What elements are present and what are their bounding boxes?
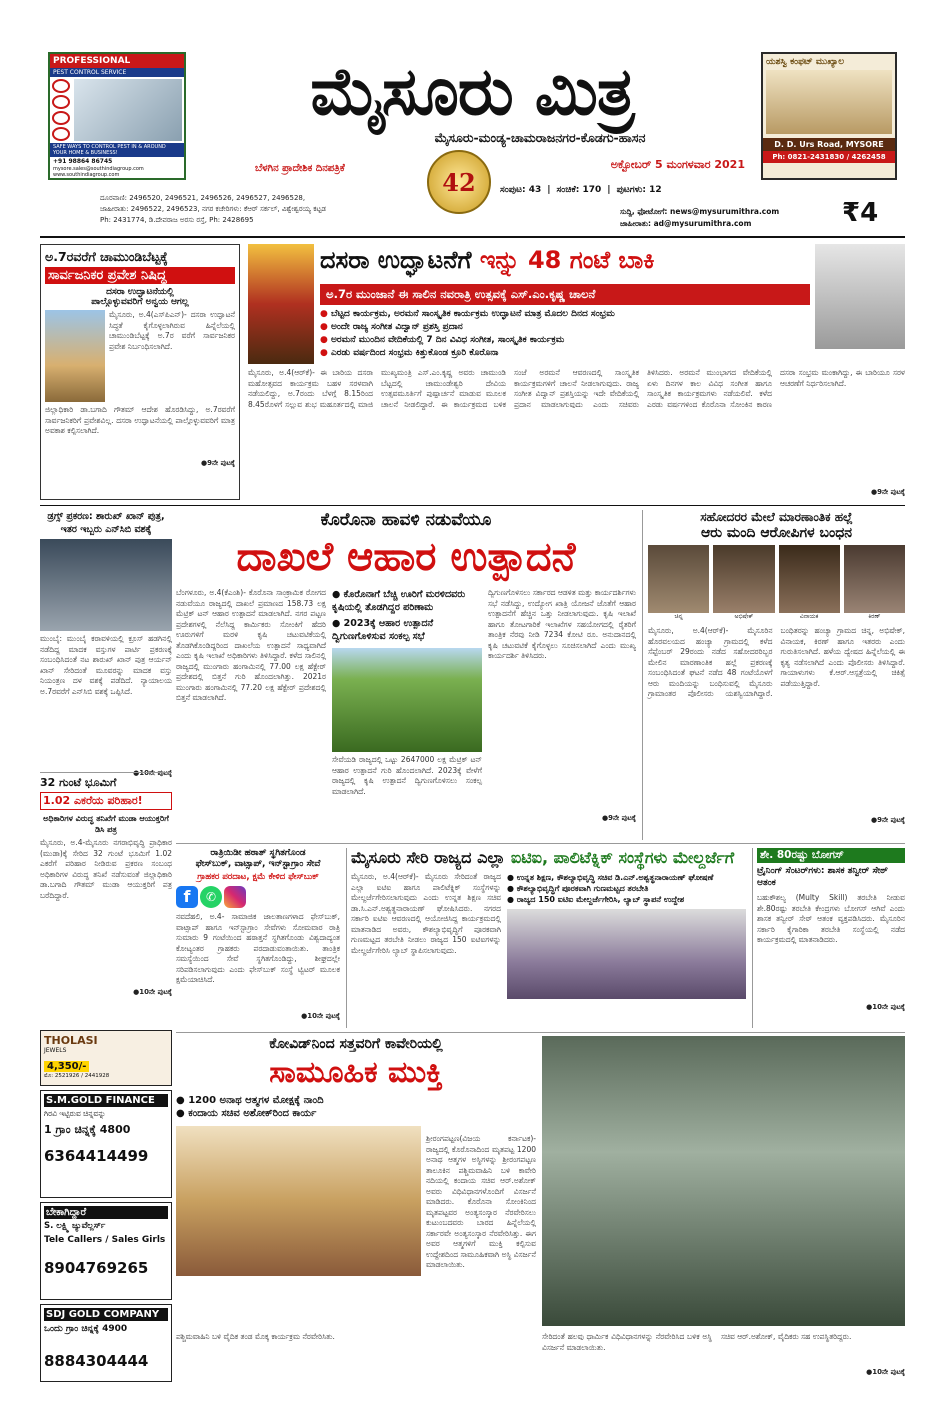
whatsapp-icon: ✆ [200,886,222,908]
cauvery-headline: ಸಾಮೂಹಿಕ ಮುಕ್ತಿ [269,1055,443,1090]
cauvery-caption-left: ಪಶ್ಚಿಮವಾಹಿನಿ ಬಳಿ ವೈದಿಕ ತಂಡ ಮೊಕ್ಕ ಕಾರ್ಯಕ್ರಮ ನೆರವೇರಿಸಿತು. [176,1332,335,1341]
no-pest-icon [52,79,70,93]
anniversary-number: 42 [442,167,476,197]
social-story [176,848,340,1028]
accused-photo-2 [713,545,774,613]
corona-kicker: ಕೊರೊನಾ ಹಾವಳಿ ನಡುವೆಯೂ [320,510,492,530]
cauvery-river-photo [542,1036,905,1326]
chamundeshwari-idol-image [248,244,314,364]
chamundi-body-top: ಮೈಸೂರು, ಅ.4(ಎಸ್‌ಪಿಎನ್)- ದಸರಾ ಉದ್ಘಾಟನೆ ಸಿದ್ಧತೆ ಕೈಗೊಳ್ಳಲಾಗಿರುವ ಹಿನ್ನೆಲೆಯಲ್ಲಿ ಚಾಮುಂಡಿಬೆಟ್ಟಕ್ಕೆ ಅ.7ರ ವರೆಗೆ ಸಾರ್ವಜನಿಕರ ಪ್ರವೇಶ ನಿರ್ಬಂಧಿಸಲಾಗಿದೆ. [109,310,235,351]
accused-photo-4 [844,545,905,613]
masthead-title: ಮೈಸೂರು ಮಿತ್ರ [310,52,634,130]
contact-line-1: ದೂರವಾಣಿ: 2496520, 2496521, 2496526, 2496527, 2496528, [100,194,306,202]
sm-gold-phone: 6364414499 [44,1147,149,1165]
left-ad-subtitle: PEST CONTROL SERVICE [50,68,184,77]
iti-headline-a: ಮೈಸೂರು ಸೇರಿ ರಾಜ್ಯದ ಎಲ್ಲಾ [351,848,511,867]
ritual-photo [176,1126,421,1276]
corona-body-left: ಬೆಂಗಳೂರು, ಅ.4(ಕೆಎಂಶಿ)- ಕೊರೊನಾ ಸಾಂಕ್ರಾಮಿಕ ರೋಗದ ನಡುವೆಯೂ ರಾಜ್ಯದಲ್ಲಿ ದಾಖಲೆ ಪ್ರಮಾಣದ 158.73 ಲಕ್ಷ ಮೆಟ್ರಿಕ್ ಟನ್ ಆಹಾರ ಉತ್ಪಾದನೆ ಮಾಡಲಾಗಿದೆ. ನಗರ ಪಟ್ಟಣ ಪ್ರದೇಶಗಳಲ್ಲಿ ನೆಲೆಸಿದ್ದ ಕಾರ್ಮಿಕರು ಸೋಂಕಿಗೆ ಹೆದರಿ ಊರುಗಳಿಗೆ ಮರಳಿ ಕೃಷಿ ಚಟುವಟಿಕೆಯಲ್ಲಿ ತೊಡಗಿಕೊಂಡಿದ್ದರಿಂದ ದಾಖಲೆಯ ಉತ್ಪಾದನೆ ಸಾಧ್ಯವಾಗಿದೆ ಎಂದು ಕೃಷಿ ಇಲಾಖೆ ಅಧಿಕಾರಿಗಳು ತಿಳಿಸಿದ್ದಾರೆ. ಕಳೆದ ಸಾಲಿನಲ್ಲಿ ರಾಜ್ಯದಲ್ಲಿ ಮುಂಗಾರು ಹಂಗಾಮಿನಲ್ಲಿ 77.00 ಲಕ್ಷ ಹೆಕ್ಟೇರ್ ಪ್ರದೇಶದಲ್ಲಿ ಬಿತ್ತನೆ ಗುರಿ ಹೊಂದಲಾಗಿತ್ತು. 2021ರ ಮುಂಗಾರು ಹಂಗಾಮಿನಲ್ಲಿ 77.20 ಲಕ್ಷ ಹೆಕ್ಟೇರ್ ಪ್ರದೇಶದಲ್ಲಿ ಬಿತ್ತನೆ ಮಾಡಲಾಗಿದೆ. [176,588,326,702]
ad-email[interactable]: ಜಾಹೀರಾತು: ad@mysurumithra.com [620,219,752,228]
dasara-headline-b: ಇನ್ನು 48 ಗಂಟೆ ಬಾಕಿ [479,246,655,274]
sm-gold-sub: ಗಿರವಿ ಇಟ್ಟಿರುವ ಚಿನ್ನವನ್ನು [44,1109,106,1118]
masthead-subtitle: ಮೈಸೂರು-ಮಂಡ್ಯ-ಚಾಮರಾಜನಗರ-ಕೊಡಗು-ಹಾಸನ [434,130,646,145]
sdj-gold-ad[interactable] [40,1304,172,1382]
land-byline[interactable]: ●10ನೇ ಪುಟಕ್ಕೆ [133,988,172,996]
left-ad-body: SAFE WAYS TO CONTROL PEST IN & AROUND YOUR HOME & BUSINESS! [50,143,184,157]
left-ad-phone: +91 98864 86745 [53,158,113,165]
accused-photo-1 [648,545,709,613]
hotel-building-image [766,70,892,134]
right-ad-address: D. D. Urs Road, MYSORE [763,138,895,151]
social-icons [176,886,246,908]
chamundi-sub2: ಪಾಲ್ಗೊಳ್ಳುವವರಿಗೆ ಅನ್ವಯ ಆಗಲ್ಲ [91,297,189,307]
tholasi-name: THOLASI [44,1034,98,1047]
dasara-bullet-1: ● ಬೆಟ್ಟದ ಕಾರ್ಯಕ್ರಮ, ಅರಮನೆ ಸಾಂಸ್ಕೃತಿಕ ಕಾರ್ಯಕ್ರಮ ಉದ್ಘಾಟನೆ ಮಾತ್ರ ಮೊದಲ ದಿನದ ಸಂಭ್ರಮ [320,308,810,321]
masthead-tagline: ಬೆಳಗಿನ ಪ್ರಾದೇಶಿಕ ದಿನಪತ್ರಿಕೆ [255,163,345,174]
iti-bullet-2: ● ಕೌಶಲ್ಯಾಭಿವೃದ್ಧಿಗೆ ಪೂರಕವಾಗಿ ಗುಣಮಟ್ಟದ ತರಬೇತಿ [507,883,746,894]
contact-line-2: ಜಾಹೀರಾತು: 2496522, 2496523, ನಗರ ಕಚೇರಿಗಳು: ಕೆಆರ್ ಸರ್ಕಲ್, ವಿಶ್ವೇಶ್ವರಯ್ಯ ಕಟ್ಟಡ [100,205,326,213]
pest-worker-image [74,79,182,141]
chamundi-temple-image [45,310,105,402]
page-count: ಪುಟಗಳು: 12 [616,185,662,195]
social-kicker: ರಾತ್ರಿಯಿಡೀ ಹಠಾತ್ ಸ್ಥಗಿತಗೊಂಡ [210,848,306,858]
chamundi-body-bottom: ಜಿಲ್ಲಾಧಿಕಾರಿ ಡಾ.ಬಗಾದಿ ಗೌತಮ್ ಆದೇಶ ಹೊರಡಿಸಿದ್ದು, ಅ.7ರವರೆಗೆ ಸಾರ್ವಜನಿಕರಿಗೆ ಪ್ರವೇಶವಿಲ್ಲ. ದಸರಾ ಉದ್ಘಾಟನೆಯಲ್ಲಿ ಪಾಲ್ಗೊಳ್ಳುವವರಿಗೆ ಮಾತ್ರ ಅವಕಾಶ ಕಲ್ಪಿಸಲಾಗಿದೆ. [45,405,235,435]
iti-body: ಮೈಸೂರು, ಅ.4(ಆರ್‌ಕೆ)- ಮೈಸೂರು ಸೇರಿದಂತೆ ರಾಜ್ಯದ ಎಲ್ಲಾ ಐಟಿಐ ಹಾಗೂ ಪಾಲಿಟೆಕ್ನಿಕ್ ಸಂಸ್ಥೆಗಳನ್ನು ಮೇಲ್ದರ್ಜೆಗೇರಿಸಲಾಗುವುದು ಎಂದು ಉನ್ನತ ಶಿಕ್ಷಣ ಸಚಿವ ಡಾ.ಸಿ.ಎನ್.ಅಶ್ವತ್ಥನಾರಾಯಣ್ ಘೋಷಿಸಿದರು. ನಗರದ ಸರ್ಕಾರಿ ಐಟಿಐ ಆವರಣದಲ್ಲಿ ಆಯೋಜಿಸಿದ್ದ ಕಾರ್ಯಕ್ರಮದಲ್ಲಿ ಮಾತನಾಡಿದ ಅವರು, ಕೌಶಲ್ಯಾಭಿವೃದ್ಧಿಗೆ ಪೂರಕವಾಗಿ ಗುಣಮಟ್ಟದ ತರಬೇತಿ ನೀಡಲು ರಾಜ್ಯದ 150 ಐಟಿಐಗಳನ್ನು ಮೇಲ್ದರ್ಜೆಗೇರಿಸಿ ಲ್ಯಾಬ್ ಸ್ಥಾಪಿಸಲಾಗುವುದು. [351,872,501,955]
rule-4 [176,1032,905,1033]
masthead-emails [620,206,820,230]
accused-name-3: ವಿನಾಯಕ [799,613,819,620]
chamundi-headline: ಸಾರ್ವಜನಿಕರ ಪ್ರವೇಶ ನಿಷಿದ್ಧ [45,267,235,284]
rule-2 [40,772,172,773]
rule-1 [40,505,905,506]
right-ad-brand: ಯಶಸ್ವಿ ಕಂಫಟ್ ಮುಖ್ಯಾಲ [766,57,845,67]
sm-krishna-photo [815,244,905,349]
dasara-bullet-3: ● ಅರಮನೆ ಮುಂದಿನ ವೇದಿಕೆಯಲ್ಲಿ 7 ದಿನ ವಿವಿಧ ಸಂಗೀತ, ಸಾಂಸ್ಕೃತಿಕ ಕಾರ್ಯಕ್ರಮ [320,334,810,347]
drugs-body: ಮುಂಬೈ: ಮುಂಬೈ ಕರಾವಳಿಯಲ್ಲಿ ಕ್ರೂಸ್ ಹಡಗಿನಲ್ಲಿ ನಡೆದಿದ್ದ ಮಾದಕ ವಸ್ತುಗಳ ಪಾರ್ಟಿ ಪ್ರಕರಣಕ್ಕೆ ಸಂಬಂಧಿಸಿದಂತೆ ನಟ ಶಾರುಖ್ ಖಾನ್ ಪುತ್ರ ಆರ್ಯನ್ ಖಾನ್ ಸೇರಿದಂತೆ ಮೂವರನ್ನು ಮಾದಕ ವಸ್ತು ನಿಯಂತ್ರಣ ದಳ ವಶಕ್ಕೆ ಪಡೆದಿದೆ. ನ್ಯಾಯಾಲಯ ಅ.7ರವರೆಗೆ ಎನ್‌ಸಿಬಿ ವಶಕ್ಕೆ ಒಪ್ಪಿಸಿದೆ. [40,634,172,696]
jobs-phone: 8904769265 [44,1259,149,1277]
cauvery-body: ಶ್ರೀರಂಗಪಟ್ಟಣ(ವಿಜಯ ಕರ್ನಾಟಕ)- ರಾಜ್ಯದಲ್ಲಿ ಕೊರೊನಾದಿಂದ ಮೃತಪಟ್ಟ 1200 ಅನಾಥ ಆತ್ಮಗಳ ಅಸ್ಥಿಗಳನ್ನು ಶ್ರೀರಂಗಪಟ್ಟಣ ತಾಲೂಕಿನ ಪಶ್ಚಿಮವಾಹಿನಿ ಬಳಿ ಕಾವೇರಿ ನದಿಯಲ್ಲಿ ಕಂದಾಯ ಸಚಿವ ಆರ್.ಅಶೋಕ್ ಅವರು ವಿಧಿವಿಧಾನಗಳೊಂದಿಗೆ ವಿಸರ್ಜನೆ ಮಾಡಿದರು. ಕೊರೊನಾ ಸೋಂಕಿನಿಂದ ಮೃತಪಟ್ಟವರ ಅಂತ್ಯಸಂಸ್ಕಾರ ನೆರವೇರಿಸಲು ಕುಟುಂಬದವರು ಬಾರದ ಹಿನ್ನೆಲೆಯಲ್ಲಿ ಸರ್ಕಾರವೇ ಅಂತ್ಯಸಂಸ್ಕಾರ ನೆರವೇರಿಸಿತ್ತು. ಈಗ ಅವರ ಆತ್ಮಗಳಿಗೆ ಮುಕ್ತಿ ಕಲ್ಪಿಸುವ ಉದ್ದೇಶದಿಂದ ಸಾಮೂಹಿಕವಾಗಿ ಅಸ್ಥಿ ವಿಸರ್ಜನೆ ಮಾಡಲಾಯಿತು. [426,1134,536,1269]
sdj-phone: 8884304444 [44,1352,149,1370]
corona-bullet-1: ● ಕೊರೊನಾಗೆ ಬೆಚ್ಚಿ ಊರಿಗೆ ಮರಳಿದವರು ಕೃಷಿಯಲ್ಲಿ ತೊಡಗಿದ್ದರ ಪರಿಣಾಮ [332,588,482,614]
left-ad-email: mysore.sales@southindiagroup.com [53,166,144,172]
corona-photo-caption: ಸೇವೆಯಡಿ ರಾಜ್ಯದಲ್ಲಿ ಒಟ್ಟು 2647000 ಲಕ್ಷ ಮೆಟ್ರಿಕ್ ಟನ್ ಆಹಾರ ಉತ್ಪಾದನೆ ಗುರಿ ಹೊಂದಲಾಗಿದೆ. 2023ಕ್ಕೆ ವೇಳೆಗೆ ರಾಜ್ಯದಲ್ಲಿ ಕೃಷಿ ಉತ್ಪಾದನೆ ದ್ವಿಗುಣಗೊಳಿಸಲು ಸಂಕಲ್ಪ ಮಾಡಲಾಗಿದೆ. [332,755,482,796]
sdj-title: SDJ GOLD COMPANY [44,1308,168,1321]
left-ad[interactable] [48,52,186,180]
price: ₹4 [842,198,879,228]
chamundi-kicker: ಅ.7ರವರೆಗೆ ಚಾಮುಂಡಿಬೆಟ್ಟಕ್ಕೆ [45,249,168,264]
left-ad-web: www.southindiagroup.com [53,172,120,178]
land-kicker: 32 ಗುಂಟೆ ಭೂಮಿಗೆ [40,776,117,789]
iti-story [346,848,746,1028]
land-sub: ಅಧಿಕಾರಿಗಳ ವಿರುದ್ಧ ತನಿಖೆಗೆ ಮುಡಾ ಆಯುಕ್ತರಿಗೆ ಡಿಸಿ ಪತ್ರ [43,814,169,834]
instagram-icon [224,886,246,908]
bogus-headline: ಟ್ರೈನಿಂಗ್ ಸೆಂಟರ್‌ಗಳು: ಶಾಸಕ ತನ್ವೀರ್ ಸೇಠ್ ಆತಂಕ [757,866,888,888]
accused-photo-3 [779,545,840,613]
dasara-headline-a: ದಸರಾ ಉದ್ಘಾಟನೆಗೆ [320,246,480,274]
jobs-company: S. ಲಕ್ಷ್ಮಿ ಜ್ಯುವೆಲ್ಲರ್ಸ್ [44,1221,106,1231]
dasara-subhead: ಅ.7ರ ಮುಂಜಾನೆ ಈ ಸಾಲಿನ ನವರಾತ್ರಿ ಉತ್ಸವಕ್ಕೆ ಎಸ್.ಎಂ.ಕೃಷ್ಣ ಚಾಲನೆ [320,284,810,305]
news-email[interactable]: ಸುದ್ದಿ, ಫೋಟೋಗೆ: news@mysurumithra.com [620,207,780,216]
masthead-issue: ಸಂಪುಟ: 43 | ಸಂಚಿಕೆ: 170 | ಪುಟಗಳು: 12 [500,185,662,195]
pest-icons [50,77,72,143]
bogus-body: ಬಹುಕೌಶಲ್ಯ (Multy Skill) ತರಬೇತಿ ನೀಡುವ ಶೇ.80ರಷ್ಟು ತರಬೇತಿ ಕೇಂದ್ರಗಳು ಬೋಗಸ್ ಆಗಿವೆ ಎಂದು ಶಾಸಕ ತನ್ವೀರ್ ಸೇಠ್ ಆತಂಕ ವ್ಯಕ್ತಪಡಿಸಿದರು. ಮೈಸೂರಿನ ಸರ್ಕಾರಿ ಕೈಗಾರಿಕಾ ತರಬೇತಿ ಸಂಸ್ಥೆಯಲ್ಲಿ ನಡೆದ ಕಾರ್ಯಕ್ರಮದಲ್ಲಿ ಮಾತನಾಡಿದರು. [757,893,905,944]
chamundi-byline[interactable]: ●9ನೇ ಪುಟಕ್ಕೆ [201,459,235,467]
masthead-rule [40,236,905,238]
left-ad-title: PROFESSIONAL [50,54,184,68]
no-pest-icon [52,127,70,141]
land-body: ಮೈಸೂರು, ಅ.4-ಮೈಸೂರು ನಗರಾಭಿವೃದ್ಧಿ ಪ್ರಾಧಿಕಾರ (ಮುಡಾ)ಕ್ಕೆ ಸೇರಿದ 32 ಗುಂಟೆ ಭೂಮಿಗೆ 1.02 ಎಕರೆಗೆ ಪರಿಹಾರ ನೀಡಿರುವ ಪ್ರಕರಣ ಸಂಬಂಧ ಅಧಿಕಾರಿಗಳ ವಿರುದ್ಧ ತನಿಖೆ ನಡೆಸುವಂತೆ ಜಿಲ್ಲಾಧಿಕಾರಿ ಡಾ.ಬಗಾದಿ ಗೌತಮ್ ಮುಡಾ ಆಯುಕ್ತರಿಗೆ ಪತ್ರ ಬರೆದಿದ್ದಾರೆ. [40,838,172,900]
arrest-kicker: ಸಹೋದರರ ಮೇಲೆ ಮಾರಣಾಂತಿಕ ಹಲ್ಲೆ [700,510,853,524]
bogus-kicker: ಶೇ. 80ರಷ್ಟು ಬೋಗಸ್ [757,848,905,863]
sm-gold-title: S.M.GOLD FINANCE [44,1094,168,1107]
contact-line-3: Ph: 2431774, ಡಿ.ದೇವರಾಜ ಅರಸು ರಸ್ತೆ, Ph: 2428695 [100,216,254,224]
arrest-story [642,510,905,840]
chamundi-sub1: ದಸರಾ ಉದ್ಘಾಟನೆಯಲ್ಲಿ [106,287,174,297]
iti-event-photo [507,909,746,999]
land-story [40,776,172,1026]
sm-gold-rate: 1 ಗ್ರಾಂ ಚಿನ್ನಕ್ಕೆ 4800 [44,1123,131,1136]
dasara-story [248,244,905,500]
dasara-body: ಮೈಸೂರು, ಅ.4(ಆರ್‌ಕೆ)- ಈ ಬಾರಿಯ ದಸರಾ ಮಹೋತ್ಸವದ ಕಾರ್ಯಕ್ರಮ ಬಹಳ ಸರಳವಾಗಿ ನಡೆಯಲಿದ್ದು, ಅ.7ರಂದು ಬೆಳಗ್ಗೆ 8.15ರಿಂದ 8.45ರೊಳಗೆ ಸಲ್ಲುವ ಶುಭ ಮಹೂರ್ತದಲ್ಲಿ ಮಾಜಿ ಮುಖ್ಯಮಂತ್ರಿ ಎಸ್.ಎಂ.ಕೃಷ್ಣ ಅವರು ಚಾಮುಂಡಿ ಬೆಟ್ಟದಲ್ಲಿ ಚಾಮುಂಡೇಶ್ವರಿ ದೇವಿಯ ಉತ್ಸವಮೂರ್ತಿಗೆ ಪುಷ್ಪಾರ್ಚನೆ ಮಾಡುವ ಮೂಲಕ ಚಾಲನೆ ನೀಡಲಿದ್ದಾರೆ. ಈ ಕಾರ್ಯಕ್ರಮದ ಬಳಿಕ ಸಂಜೆ ಅರಮನೆ ಆವರಣದಲ್ಲಿ ಸಾಂಸ್ಕೃತಿಕ ಕಾರ್ಯಕ್ರಮಗಳಿಗೆ ಚಾಲನೆ ನೀಡಲಾಗುವುದು. ರಾಜ್ಯ ಸಂಗೀತ ವಿದ್ವಾನ್ ಪ್ರಶಸ್ತಿಯನ್ನು ಇದೇ ವೇದಿಕೆಯಲ್ಲಿ ಪ್ರದಾನ ಮಾಡಲಾಗುವುದು ಎಂದು ಸಚಿವರು ತಿಳಿಸಿದರು. ಅರಮನೆ ಮುಂಭಾಗದ ವೇದಿಕೆಯಲ್ಲಿ ಏಳು ದಿನಗಳ ಕಾಲ ವಿವಿಧ ಸಂಗೀತ ಹಾಗೂ ಸಾಂಸ್ಕೃತಿಕ ಕಾರ್ಯಕ್ರಮಗಳು ನಡೆಯಲಿವೆ. ಕಳೆದ ಎರಡು ವರ್ಷಗಳಿಂದ ಕೊರೊನಾ ಸೋಂಕಿನ ಕಾರಣ ದಸರಾ ಸಂಭ್ರಮ ಮಂಕಾಗಿದ್ದು, ಈ ಬಾರಿಯೂ ಸರಳ ಆಚರಣೆಗೆ ನಿರ್ಧರಿಸಲಾಗಿದೆ. [248,368,905,409]
cauvery-caption-right: ಸಚಿವ ಆರ್.ಅಶೋಕ್, ವೈದಿಕರು ಸಹ ಉಪಸ್ಥಿತರಿದ್ದರು. [721,1332,852,1341]
tholasi-offer: 4,350/- [44,1061,89,1072]
corona-body-right: ದ್ವಿಗುಣಗೊಳಿಸಲು ಸರ್ಕಾರದ ಆಡಳಿತ ಮತ್ತು ಕಾರ್ಯದರ್ಶಿಗಳು ಸಭೆ ನಡೆಸಿದ್ದು, ಉದ್ಯೋಗ ಖಾತ್ರಿ ಯೋಜನೆ ಜೊತೆಗೆ ಆಹಾರ ಉತ್ಪಾದನೆಗೆ ಹೆಚ್ಚಿನ ಒತ್ತು ನೀಡಲಾಗುವುದು. ಕೃಷಿ ಇಲಾಖೆ ಹಾಗೂ ತೋಟಗಾರಿಕೆ ಇಲಾಖೆಗಳ ಸಹಯೋಗದಲ್ಲಿ ರೈತರಿಗೆ ತಾಂತ್ರಿಕ ನೆರವು ನೀಡಿ 7234 ಕೋಟಿ ರೂ. ಅನುದಾನದಲ್ಲಿ ಕೃಷಿ ಚಟುವಟಿಕೆ ಕೈಗೊಳ್ಳಲು ಸೂಚಿಸಲಾಗಿದೆ ಎಂದು ಮುಖ್ಯ ಕಾರ್ಯದರ್ಶಿ ತಿಳಿಸಿದರು. [488,588,636,660]
jobs-role: Tele Callers / Sales Girls [44,1235,166,1245]
crop-field-photo [332,648,482,752]
tholasi-phone: ಮೊ: 2521926 / 2441928 [44,1073,110,1079]
accused-name-4: ಕಿರಣ್ [868,613,881,620]
cauvery-bullet-2: ● ಕಂದಾಯ ಸಚಿವ ಅಶೋಕ್‌ರಿಂದ ಕಾರ್ಯ [176,1107,536,1120]
volume-number: ಸಂಪುಟ: 43 [500,185,542,195]
corona-bullet-2: ● 2023ಕ್ಕೆ ಆಹಾರ ಉತ್ಪಾದನೆ ದ್ವಿಗುಣಗೊಳಿಸುವ ಸಂಕಲ್ಪ ಸಭೆ [332,617,482,643]
social-body: ನವದೆಹಲಿ, ಅ.4- ಸಾಮಾಜಿಕ ಜಾಲತಾಣಗಳಾದ ಫೇಸ್‌ಬುಕ್, ವಾಟ್ಸಾಪ್ ಹಾಗೂ ಇನ್‌ಸ್ಟಾಗ್ರಾಂ ಸೇವೆಗಳು ಸೋಮವಾರ ರಾತ್ರಿ ಸುಮಾರು 9 ಗಂಟೆಯಿಂದ ಹಠಾತ್ತನೆ ಸ್ಥಗಿತಗೊಂಡು ವಿಶ್ವದಾದ್ಯಂತ ಕೋಟ್ಯಂತರ ಗ್ರಾಹಕರು ಪರದಾಡುವಂತಾಯಿತು. ತಾಂತ್ರಿಕ ಸಮಸ್ಯೆಯಿಂದ ಸೇವೆ ಸ್ಥಗಿತಗೊಂಡಿದ್ದು, ಶೀಘ್ರದಲ್ಲೇ ಸರಿಪಡಿಸಲಾಗುವುದು ಎಂದು ಫೇಸ್‌ಬುಕ್ ಸಂಸ್ಥೆ ಟ್ವಿಟರ್ ಮೂಲಕ ಕ್ಷಮೆಯಾಚಿಸಿದೆ. [176,912,340,984]
arrest-byline[interactable]: ●9ನೇ ಪುಟಕ್ಕೆ [871,816,905,824]
iti-bullet-1: ● ಉನ್ನತ ಶಿಕ್ಷಣ, ಕೌಶಲ್ಯಾಭಿವೃದ್ಧಿ ಸಚಿವ ಡಿ.ಎನ್.ಅಶ್ವತ್ಥನಾರಾಯಣ್ ಘೋಷಣೆ [507,872,746,883]
accused-name-1: ಚಿನ್ನ [674,613,683,620]
tholasi-sub: JEWELS [44,1047,67,1054]
bogus-story [752,848,905,1028]
corona-story [176,510,636,840]
issue-number: ಸಂಚಿಕೆ: 170 [556,185,602,195]
rule-3 [176,843,905,844]
facebook-icon: f [176,886,198,908]
arrest-headline: ಆರು ಮಂದಿ ಆರೋಪಿಗಳ ಬಂಧನ [700,525,853,541]
iti-bullet-3: ● ರಾಜ್ಯದ 150 ಐಟಿಐ ಮೇಲ್ದರ್ಜೆಗೇರಿಸಿ, ಲ್ಯಾಬ್ ಸ್ಥಾಪನೆ ಉದ್ದೇಶ [507,894,746,905]
bogus-byline[interactable]: ●10ನೇ ಪುಟಕ್ಕೆ [866,1003,905,1011]
tholasi-ad[interactable] [40,1030,172,1086]
sm-gold-ad[interactable] [40,1090,172,1198]
corona-byline[interactable]: ●9ನೇ ಪುಟಕ್ಕೆ [602,814,636,822]
masthead-contact [100,193,430,226]
drugs-byline[interactable]: ●10ನೇ ಪುಟಕ್ಕೆ [133,769,172,777]
no-pest-icon [52,95,70,109]
dasara-bullet-2: ● ಅಂದೇ ರಾಜ್ಯ ಸಂಗೀತ ವಿದ್ವಾನ್ ಪ್ರಶಸ್ತಿ ಪ್ರದಾನ [320,321,810,334]
aryan-khan-photo [40,539,172,631]
jobs-title: ಬೇಕಾಗಿದ್ದಾರೆ [44,1206,168,1219]
social-headline: ಫೇಸ್‌ಬುಕ್, ವಾಟ್ಸಾಪ್, ಇನ್‌ಸ್ಟಾಗ್ರಾಂ ಸೇವೆ [195,859,321,869]
no-pest-icon [52,111,70,125]
cauvery-bullet-1: ● 1200 ಅನಾಥ ಆತ್ಮಗಳ ಮೋಕ್ಷಕ್ಕೆ ನಾಂದಿ [176,1094,536,1107]
cauvery-byline[interactable]: ●10ನೇ ಪುಟಕ್ಕೆ [866,1368,905,1376]
iti-headline-b: ಐಟಿಐ, ಪಾಲಿಟೆಕ್ನಿಕ್ ಸಂಸ್ಥೆಗಳು ಮೇಲ್ದರ್ಜೆಗೆ [510,848,735,867]
cauvery-story [176,1036,905,1384]
dasara-byline[interactable]: ●9ನೇ ಪುಟಕ್ಕೆ [871,488,905,496]
masthead-date: ಅಕ್ಟೋಬರ್ 5 ಮಂಗಳವಾರ 2021 [610,158,745,171]
land-headline: 1.02 ಎಕರೆಯ ಪರಿಹಾರ! [40,792,172,810]
drugs-kicker: ಡ್ರಗ್ಸ್ ಪ್ರಕರಣ: ಶಾರುಖ್ ಖಾನ್ ಪುತ್ರ, ಇತರ ಇಬ್ಬರು ಎನ್‌ಸಿಬಿ ವಶಕ್ಕೆ [47,511,165,535]
right-ad-phone: Ph: 0821-2431830 / 4262458 [763,151,895,163]
right-ad[interactable] [761,52,897,180]
corona-headline: ದಾಖಲೆ ಆಹಾರ ಉತ್ಪಾದನೆ [236,534,576,580]
sdj-rate: ಒಂದು ಗ್ರಾಂ ಚಿನ್ನಕ್ಕೆ 4900 [44,1324,128,1334]
arrest-body: ಮೈಸೂರು, ಅ.4(ಆರ್‌ಕೆ)- ಮೈಸೂರಿನ ಹೊರವಲಯದ ಹಂಚ್ಯಾ ಗ್ರಾಮದಲ್ಲಿ ಕಳೆದ ಸೆಪ್ಟೆಂಬರ್ 29ರಂದು ನಡೆದ ಸಹೋದರರಿಬ್ಬರ ಮೇಲಿನ ಮಾರಣಾಂತಿಕ ಹಲ್ಲೆ ಪ್ರಕರಣಕ್ಕೆ ಸಂಬಂಧಿಸಿದಂತೆ ಘಟನೆ ನಡೆದ 48 ಗಂಟೆಯೊಳಗೆ ಆರು ಮಂದಿಯನ್ನು ಬಂಧಿಸುವಲ್ಲಿ ಮೈಸೂರು ಗ್ರಾಮಾಂತರ ಪೊಲೀಸರು ಯಶಸ್ವಿಯಾಗಿದ್ದಾರೆ. ಬಂಧಿತರನ್ನು ಹಂಚ್ಯಾ ಗ್ರಾಮದ ಚಿನ್ನ, ಅಭಿಷೇಕ್, ವಿನಾಯಕ, ಕಿರಣ್ ಹಾಗೂ ಇತರರು ಎಂದು ಗುರುತಿಸಲಾಗಿದೆ. ಹಳೆಯ ದ್ವೇಷದ ಹಿನ್ನೆಲೆಯಲ್ಲಿ ಈ ಕೃತ್ಯ ನಡೆಸಲಾಗಿದೆ ಎಂದು ಪೊಲೀಸರು ತಿಳಿಸಿದ್ದಾರೆ. ಗಾಯಾಳುಗಳು ಕೆ.ಆರ್.ಆಸ್ಪತ್ರೆಯಲ್ಲಿ ಚಿಕಿತ್ಸೆ ಪಡೆಯುತ್ತಿದ್ದಾರೆ. [648,626,905,698]
dasara-bullet-4: ● ಎರಡು ವರ್ಷದಿಂದ ಸಂಭ್ರಮ ಕಿತ್ತುಕೊಂಡ ಕ್ರೂರಿ ಕೊರೊನಾ [320,347,810,360]
social-byline[interactable]: ●10ನೇ ಪುಟಕ್ಕೆ [301,1012,340,1020]
social-sub: ಗ್ರಾಹಕರ ಪರದಾಟ, ಕ್ಷಮೆ ಕೇಳಿದ ಫೇಸ್‌ಬುಕ್ [197,872,319,882]
chamundi-story [40,244,240,500]
accused-name-2: ಅಭಿಷೇಕ್ [734,613,754,620]
anniversary-badge [427,150,491,214]
jobs-ad[interactable] [40,1202,172,1300]
cauvery-kicker: ಕೋವಿಡ್‌ನಿಂದ ಸತ್ತವರಿಗೆ ಕಾವೇರಿಯಲ್ಲಿ [269,1036,443,1052]
cauvery-caption-mid: ಸೇರಿದಂತೆ ಹಲವು ಧಾರ್ಮಿಕ ವಿಧಿವಿಧಾನಗಳನ್ನು ನೆರವೇರಿಸಿದ ಬಳಿಕ ಅಸ್ಥಿ ವಿಸರ್ಜನೆ ಮಾಡಲಾಯಿತು. [542,1332,712,1352]
drugs-story [40,510,172,777]
